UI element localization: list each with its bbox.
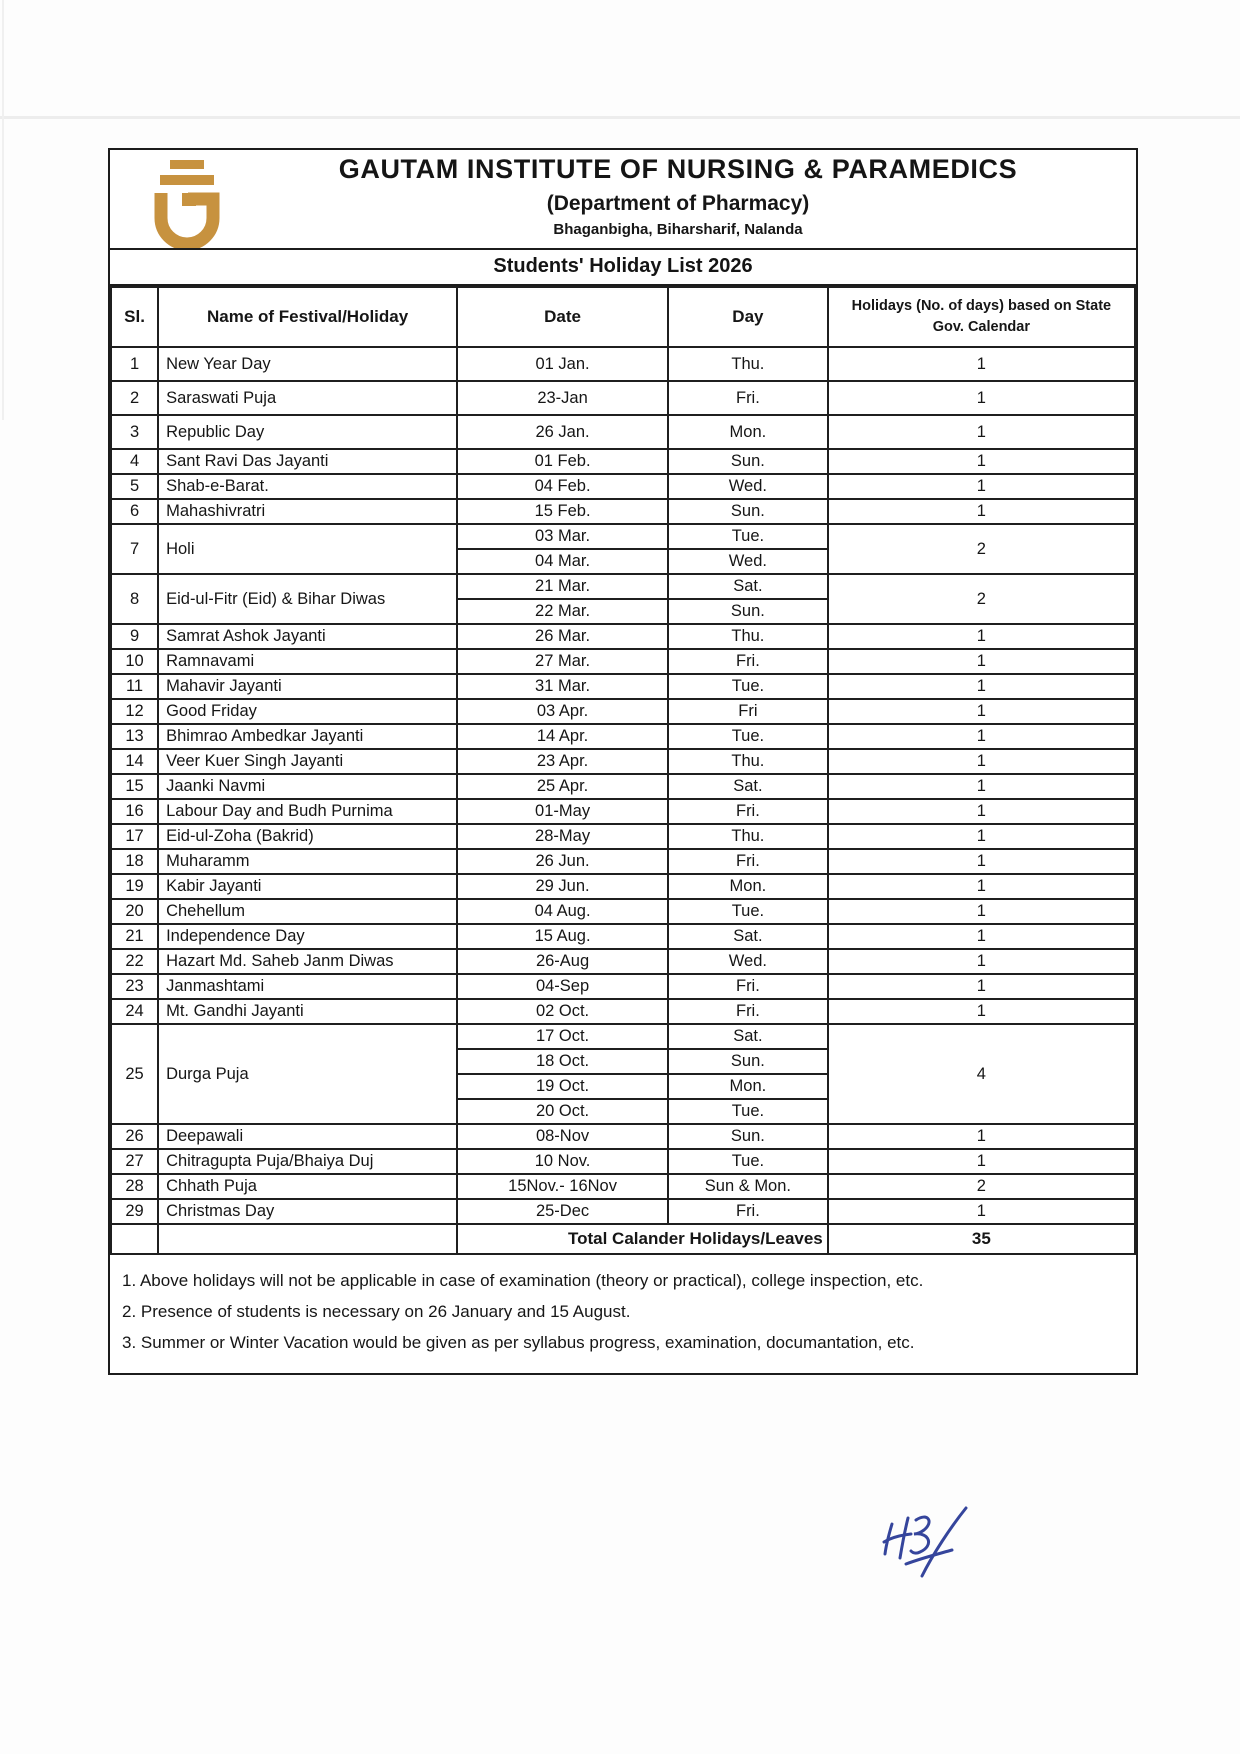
cell-date: 01-May (457, 799, 668, 824)
col-header-date: Date (457, 287, 668, 347)
cell-serial: 8 (111, 574, 158, 624)
total-row (111, 1224, 1135, 1254)
cell-date: 01 Jan. (457, 347, 668, 381)
cell-day: Sun. (668, 449, 828, 474)
cell-festival-name: Sant Ravi Das Jayanti (158, 449, 457, 474)
table-row (111, 999, 1135, 1024)
cell-holiday-count: 1 (828, 347, 1135, 381)
table-header-row (111, 287, 1135, 347)
table-row (111, 674, 1135, 699)
table-row (111, 1199, 1135, 1224)
cell-festival-name: Chehellum (158, 899, 457, 924)
table-row (111, 524, 1135, 549)
handwritten-signature (878, 1502, 978, 1587)
cell-date: 23-Jan (457, 381, 668, 415)
table-row (111, 1149, 1135, 1174)
cell-holiday-count: 1 (828, 824, 1135, 849)
holiday-table-body (111, 347, 1135, 1224)
table-row (111, 874, 1135, 899)
cell-serial: 22 (111, 949, 158, 974)
total-label: Total Calander Holidays/Leaves (457, 1224, 828, 1254)
cell-date: 04 Feb. (457, 474, 668, 499)
cell-serial: 28 (111, 1174, 158, 1199)
cell-date: 27 Mar. (457, 649, 668, 674)
cell-day: Thu. (668, 347, 828, 381)
cell-day: Wed. (668, 949, 828, 974)
cell-day: Fri. (668, 381, 828, 415)
cell-day: Fri (668, 699, 828, 724)
total-value: 35 (828, 1224, 1135, 1254)
cell-holiday-count: 1 (828, 999, 1135, 1024)
table-row (111, 449, 1135, 474)
cell-holiday-count: 1 (828, 624, 1135, 649)
footnote: 2. Presence of students is necessary on 26 January and 15 August. (122, 1302, 631, 1321)
cell-festival-name: New Year Day (158, 347, 457, 381)
cell-date: 04 Mar. (457, 549, 668, 574)
cell-festival-name: Muharamm (158, 849, 457, 874)
footnote: 3. Summer or Winter Vacation would be given as per syllabus progress, examination, documantation, etc. (122, 1333, 915, 1352)
cell-day: Wed. (668, 474, 828, 499)
table-row (111, 1174, 1135, 1199)
cell-day: Thu. (668, 749, 828, 774)
cell-holiday-count: 1 (828, 949, 1135, 974)
cell-holiday-count: 2 (828, 574, 1135, 624)
cell-serial: 10 (111, 649, 158, 674)
department-name: (Department of Pharmacy) (546, 192, 810, 215)
cell-date: 25-Dec (457, 1199, 668, 1224)
cell-holiday-count: 1 (828, 649, 1135, 674)
cell-day: Sun. (668, 499, 828, 524)
table-row (111, 924, 1135, 949)
cell-day: Tue. (668, 1149, 828, 1174)
table-row (111, 624, 1135, 649)
cell-holiday-count: 1 (828, 1124, 1135, 1149)
cell-festival-name: Chitragupta Puja/Bhaiya Duj (158, 1149, 457, 1174)
cell-date: 19 Oct. (457, 1074, 668, 1099)
institute-name: GAUTAM INSTITUTE OF NURSING & PARAMEDICS (338, 154, 1018, 184)
table-row (111, 949, 1135, 974)
cell-serial: 25 (111, 1024, 158, 1124)
cell-day: Sun. (668, 599, 828, 624)
cell-serial: 12 (111, 699, 158, 724)
cell-day: Fri. (668, 649, 828, 674)
cell-date: 23 Apr. (457, 749, 668, 774)
cell-date: 26 Mar. (457, 624, 668, 649)
cell-serial: 20 (111, 899, 158, 924)
cell-date: 22 Mar. (457, 599, 668, 624)
cell-day: Sat. (668, 924, 828, 949)
cell-holiday-count: 1 (828, 415, 1135, 449)
cell-serial: 23 (111, 974, 158, 999)
cell-serial: 29 (111, 1199, 158, 1224)
letterhead (110, 150, 1136, 250)
cell-day: Tue. (668, 899, 828, 924)
cell-holiday-count: 4 (828, 1024, 1135, 1124)
institute-logo-icon (132, 156, 232, 248)
cell-serial: 14 (111, 749, 158, 774)
cell-serial: 2 (111, 381, 158, 415)
cell-date: 20 Oct. (457, 1099, 668, 1124)
table-row (111, 774, 1135, 799)
cell-date: 02 Oct. (457, 999, 668, 1024)
cell-day: Tue. (668, 674, 828, 699)
scan-artifact-line (2, 0, 4, 420)
cell-festival-name: Deepawali (158, 1124, 457, 1149)
cell-serial: 15 (111, 774, 158, 799)
table-row (111, 974, 1135, 999)
table-row (111, 474, 1135, 499)
cell-date: 14 Apr. (457, 724, 668, 749)
cell-date: 03 Mar. (457, 524, 668, 549)
document-frame (108, 148, 1138, 1375)
holiday-table (110, 286, 1136, 1255)
cell-serial: 9 (111, 624, 158, 649)
cell-holiday-count: 1 (828, 899, 1135, 924)
total-empty-name (158, 1224, 457, 1254)
table-row (111, 724, 1135, 749)
cell-holiday-count: 1 (828, 381, 1135, 415)
cell-serial: 6 (111, 499, 158, 524)
cell-day: Tue. (668, 724, 828, 749)
cell-date: 10 Nov. (457, 1149, 668, 1174)
cell-day: Sun. (668, 1124, 828, 1149)
cell-date: 08-Nov (457, 1124, 668, 1149)
cell-serial: 4 (111, 449, 158, 474)
cell-festival-name: Mahavir Jayanti (158, 674, 457, 699)
cell-holiday-count: 1 (828, 474, 1135, 499)
footnotes (110, 1255, 1136, 1373)
cell-day: Fri. (668, 1199, 828, 1224)
cell-day: Sat. (668, 1024, 828, 1049)
cell-day: Mon. (668, 1074, 828, 1099)
table-row (111, 699, 1135, 724)
cell-festival-name: Janmashtami (158, 974, 457, 999)
cell-holiday-count: 2 (828, 524, 1135, 574)
cell-date: 04 Aug. (457, 899, 668, 924)
table-row (111, 849, 1135, 874)
col-header-sl: Sl. (111, 287, 158, 347)
cell-holiday-count: 1 (828, 449, 1135, 474)
cell-date: 31 Mar. (457, 674, 668, 699)
cell-holiday-count: 1 (828, 499, 1135, 524)
cell-festival-name: Eid-ul-Fitr (Eid) & Bihar Diwas (158, 574, 457, 624)
cell-date: 26 Jan. (457, 415, 668, 449)
total-empty-sl (111, 1224, 158, 1254)
cell-festival-name: Labour Day and Budh Purnima (158, 799, 457, 824)
cell-serial: 18 (111, 849, 158, 874)
cell-holiday-count: 1 (828, 799, 1135, 824)
cell-serial: 7 (111, 524, 158, 574)
cell-festival-name: Mahashivratri (158, 499, 457, 524)
cell-day: Wed. (668, 549, 828, 574)
cell-day: Fri. (668, 974, 828, 999)
cell-serial: 26 (111, 1124, 158, 1149)
table-row (111, 649, 1135, 674)
table-row (111, 799, 1135, 824)
cell-day: Sat. (668, 774, 828, 799)
cell-day: Sun & Mon. (668, 1174, 828, 1199)
table-row (111, 1024, 1135, 1049)
cell-festival-name: Hazart Md. Saheb Janm Diwas (158, 949, 457, 974)
cell-festival-name: Kabir Jayanti (158, 874, 457, 899)
cell-date: 04-Sep (457, 974, 668, 999)
cell-festival-name: Durga Puja (158, 1024, 457, 1124)
cell-date: 01 Feb. (457, 449, 668, 474)
table-row (111, 574, 1135, 599)
scan-artifact-line (0, 116, 1240, 119)
cell-festival-name: Samrat Ashok Jayanti (158, 624, 457, 649)
cell-date: 15 Feb. (457, 499, 668, 524)
cell-holiday-count: 1 (828, 1199, 1135, 1224)
table-row (111, 415, 1135, 449)
table-row (111, 347, 1135, 381)
cell-day: Fri. (668, 799, 828, 824)
cell-date: 18 Oct. (457, 1049, 668, 1074)
table-row (111, 499, 1135, 524)
col-header-holidays: Holidays (No. of days) based on State Gov. Calendar (828, 287, 1135, 347)
cell-serial: 13 (111, 724, 158, 749)
cell-festival-name: Jaanki Navmi (158, 774, 457, 799)
cell-festival-name: Holi (158, 524, 457, 574)
cell-serial: 24 (111, 999, 158, 1024)
cell-date: 15Nov.- 16Nov (457, 1174, 668, 1199)
cell-day: Tue. (668, 524, 828, 549)
cell-festival-name: Independence Day (158, 924, 457, 949)
cell-day: Thu. (668, 824, 828, 849)
cell-day: Mon. (668, 415, 828, 449)
cell-holiday-count: 1 (828, 849, 1135, 874)
cell-serial: 11 (111, 674, 158, 699)
cell-serial: 5 (111, 474, 158, 499)
cell-date: 26-Aug (457, 949, 668, 974)
cell-holiday-count: 1 (828, 874, 1135, 899)
cell-festival-name: Chhath Puja (158, 1174, 457, 1199)
cell-festival-name: Bhimrao Ambedkar Jayanti (158, 724, 457, 749)
cell-holiday-count: 1 (828, 924, 1135, 949)
cell-festival-name: Veer Kuer Singh Jayanti (158, 749, 457, 774)
col-header-name: Name of Festival/Holiday (158, 287, 457, 347)
cell-date: 03 Apr. (457, 699, 668, 724)
cell-holiday-count: 2 (828, 1174, 1135, 1199)
cell-festival-name: Christmas Day (158, 1199, 457, 1224)
cell-holiday-count: 1 (828, 1149, 1135, 1174)
cell-festival-name: Eid-ul-Zoha (Bakrid) (158, 824, 457, 849)
cell-serial: 17 (111, 824, 158, 849)
table-row (111, 749, 1135, 774)
table-row (111, 1124, 1135, 1149)
cell-serial: 3 (111, 415, 158, 449)
cell-holiday-count: 1 (828, 674, 1135, 699)
cell-date: 25 Apr. (457, 774, 668, 799)
cell-date: 26 Jun. (457, 849, 668, 874)
cell-day: Sat. (668, 574, 828, 599)
cell-day: Thu. (668, 624, 828, 649)
cell-festival-name: Good Friday (158, 699, 457, 724)
cell-day: Mon. (668, 874, 828, 899)
cell-date: 21 Mar. (457, 574, 668, 599)
cell-serial: 21 (111, 924, 158, 949)
cell-day: Tue. (668, 1099, 828, 1124)
cell-serial: 16 (111, 799, 158, 824)
col-header-day: Day (668, 287, 828, 347)
cell-festival-name: Saraswati Puja (158, 381, 457, 415)
institute-address: Bhaganbigha, Biharsharif, Nalanda (553, 221, 803, 238)
cell-day: Sun. (668, 1049, 828, 1074)
cell-holiday-count: 1 (828, 974, 1135, 999)
cell-date: 29 Jun. (457, 874, 668, 899)
table-row (111, 824, 1135, 849)
cell-serial: 1 (111, 347, 158, 381)
cell-day: Fri. (668, 999, 828, 1024)
cell-holiday-count: 1 (828, 699, 1135, 724)
cell-date: 17 Oct. (457, 1024, 668, 1049)
cell-serial: 19 (111, 874, 158, 899)
cell-holiday-count: 1 (828, 749, 1135, 774)
cell-festival-name: Shab-e-Barat. (158, 474, 457, 499)
cell-day: Fri. (668, 849, 828, 874)
footnote: 1. Above holidays will not be applicable in case of examination (theory or practical), college inspection, etc. (122, 1271, 924, 1290)
table-row (111, 899, 1135, 924)
list-title: Students' Holiday List 2026 (110, 250, 1136, 286)
cell-festival-name: Mt. Gandhi Jayanti (158, 999, 457, 1024)
cell-date: 15 Aug. (457, 924, 668, 949)
cell-date: 28-May (457, 824, 668, 849)
table-row (111, 381, 1135, 415)
cell-holiday-count: 1 (828, 724, 1135, 749)
cell-festival-name: Ramnavami (158, 649, 457, 674)
cell-serial: 27 (111, 1149, 158, 1174)
cell-festival-name: Republic Day (158, 415, 457, 449)
cell-holiday-count: 1 (828, 774, 1135, 799)
